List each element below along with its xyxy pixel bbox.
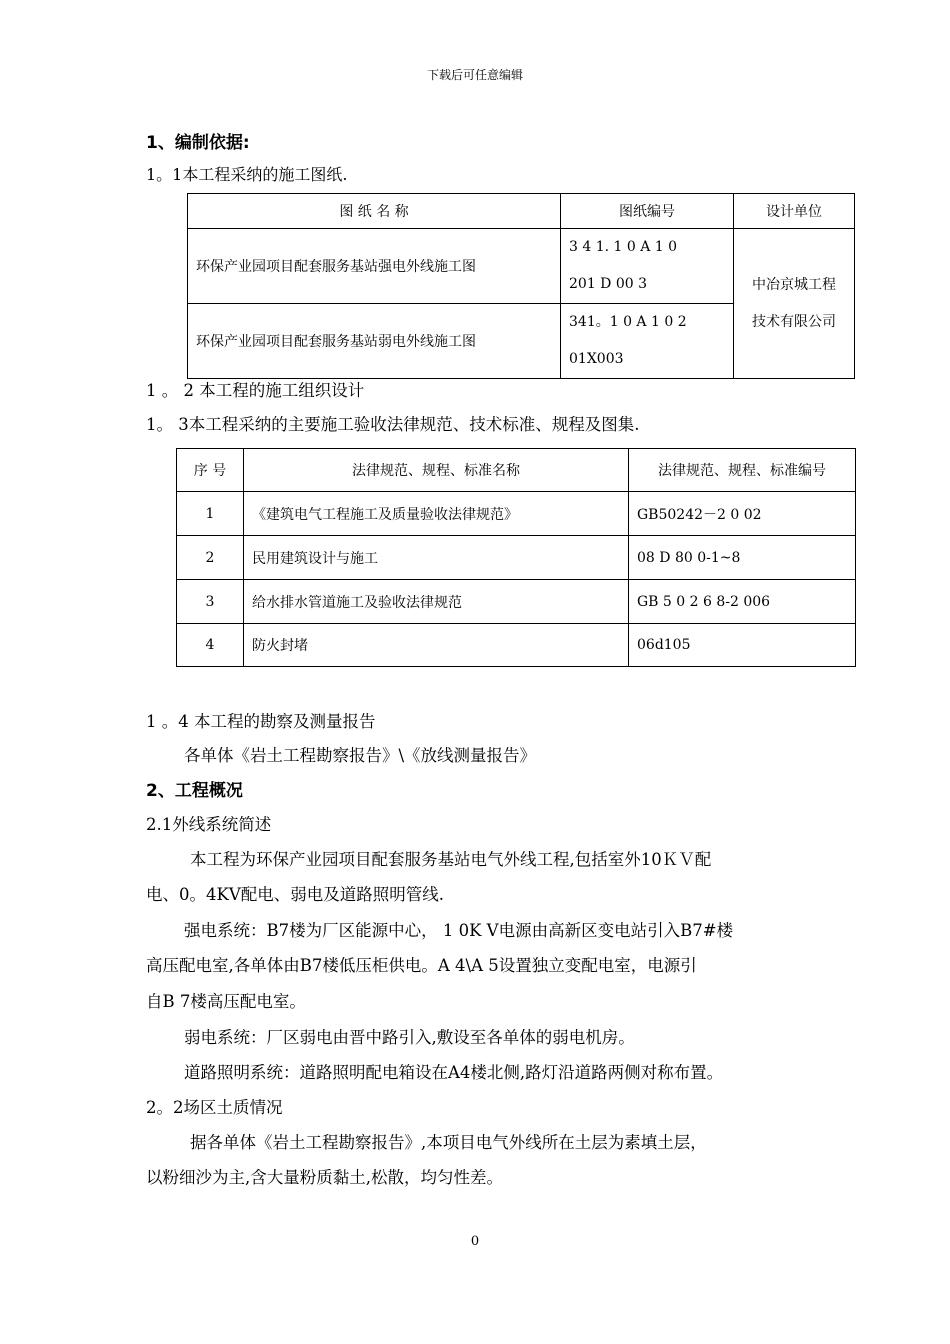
subsection-1-3: 1。 3本工程采纳的主要施工验收法律规范、技术标准、规程及图集. bbox=[146, 415, 640, 434]
table2-row1-code: GB50242－2 0 02 bbox=[629, 492, 856, 536]
table1-row1-code-line1: 3 4 1. 1 0 A 1 0 bbox=[569, 239, 678, 255]
table2-row2-code: 08 D 80 0-1~8 bbox=[629, 536, 856, 580]
table1-header-name: 图 纸 名 称 bbox=[188, 194, 561, 229]
drawings-table bbox=[187, 193, 855, 379]
para-strong-current-line3: 自B 7楼高压配电室。 bbox=[146, 992, 306, 1011]
table2-row4-no: 4 bbox=[177, 624, 244, 667]
table2-row2-no: 2 bbox=[177, 536, 244, 580]
table-row bbox=[188, 229, 855, 304]
para-overview-line2: 电、0。4KV配电、弱电及道路照明管线. bbox=[146, 885, 444, 904]
para-overview-line1: 本工程为环保产业园项目配套服务基站电气外线工程,包括室外10ＫＶ配 bbox=[190, 850, 712, 869]
table2-row1-name: 《建筑电气工程施工及质量验收法律规范》 bbox=[244, 492, 629, 536]
table2-row3-code: GB 5 0 2 6 8-2 006 bbox=[629, 580, 856, 624]
table1-unit-line1: 中冶京城工程 bbox=[752, 276, 836, 293]
para-soil-line1: 据各单体《岩土工程勘察报告》,本项目电气外线所在土层为素填土层， bbox=[190, 1133, 707, 1152]
table2-header-no: 序 号 bbox=[177, 449, 244, 492]
table1-row2-code bbox=[561, 304, 734, 379]
page-header: 下载后可任意编辑 bbox=[426, 68, 523, 82]
subsection-1-1: 1。1本工程采纳的施工图纸. bbox=[146, 165, 348, 184]
table1-row2-code-line1: 341。1 0 A 1 0 2 bbox=[569, 314, 687, 330]
table-row bbox=[177, 580, 856, 624]
table2-header-name: 法律规范、规程、标准名称 bbox=[244, 449, 629, 492]
table2-header-code: 法律规范、规程、标准编号 bbox=[629, 449, 856, 492]
subsection-1-4-text: 各单体《岩土工程勘察报告》\《放线测量报告》 bbox=[184, 746, 537, 765]
table-row bbox=[177, 536, 856, 580]
section-2-title: 2、工程概况 bbox=[146, 781, 243, 801]
subsection-2-1: 2.1外线系统简述 bbox=[146, 815, 272, 834]
table-row bbox=[177, 624, 856, 667]
para-strong-current-line1: 强电系统：B7楼为厂区能源中心， 1 0K V电源由高新区变电站引入B7#楼 bbox=[184, 921, 734, 940]
para-weak-current: 弱电系统：厂区弱电由晋中路引入,敷设至各单体的弱电机房。 bbox=[184, 1028, 635, 1047]
subsection-2-2: 2。2场区土质情况 bbox=[146, 1098, 283, 1117]
table1-row1-code bbox=[561, 229, 734, 304]
section-1-title: 1、编制依据: bbox=[146, 133, 250, 153]
para-road-lighting: 道路照明系统：道路照明配电箱设在A4楼北侧,路灯沿道路两侧对称布置。 bbox=[184, 1063, 724, 1082]
table2-row4-code: 06d105 bbox=[629, 624, 856, 667]
standards-table bbox=[176, 448, 856, 667]
subsection-1-2: 1 。 2 本工程的施工组织设计 bbox=[146, 381, 365, 400]
table1-row1-code-line2: 201 D 00 3 bbox=[569, 276, 648, 292]
table1-row2-name: 环保产业园项目配套服务基站弱电外线施工图 bbox=[188, 304, 561, 379]
para-strong-current-line2: 高压配电室,各单体由B7楼低压柜供电。A 4\A 5设置独立变配电室，电源引 bbox=[146, 956, 697, 975]
table2-row4-name: 防火封堵 bbox=[244, 624, 629, 667]
table-row bbox=[177, 492, 856, 536]
page-number: 0 bbox=[470, 1234, 480, 1249]
table1-row2-code-line2: 01X003 bbox=[569, 351, 624, 367]
table1-header-unit: 设计单位 bbox=[734, 194, 855, 229]
table2-row3-no: 3 bbox=[177, 580, 244, 624]
table1-header-code: 图纸编号 bbox=[561, 194, 734, 229]
table2-row3-name: 给水排水管道施工及验收法律规范 bbox=[244, 580, 629, 624]
table1-unit-line2: 技术有限公司 bbox=[752, 313, 836, 330]
table1-design-unit bbox=[734, 229, 855, 379]
table1-row1-name: 环保产业园项目配套服务基站强电外线施工图 bbox=[188, 229, 561, 304]
table2-row1-no: 1 bbox=[177, 492, 244, 536]
subsection-1-4: 1 。4 本工程的勘察及测量报告 bbox=[146, 712, 376, 731]
table2-row2-name: 民用建筑设计与施工 bbox=[244, 536, 629, 580]
para-soil-line2: 以粉细沙为主,含大量粉质黏土,松散，均匀性差。 bbox=[146, 1168, 503, 1187]
